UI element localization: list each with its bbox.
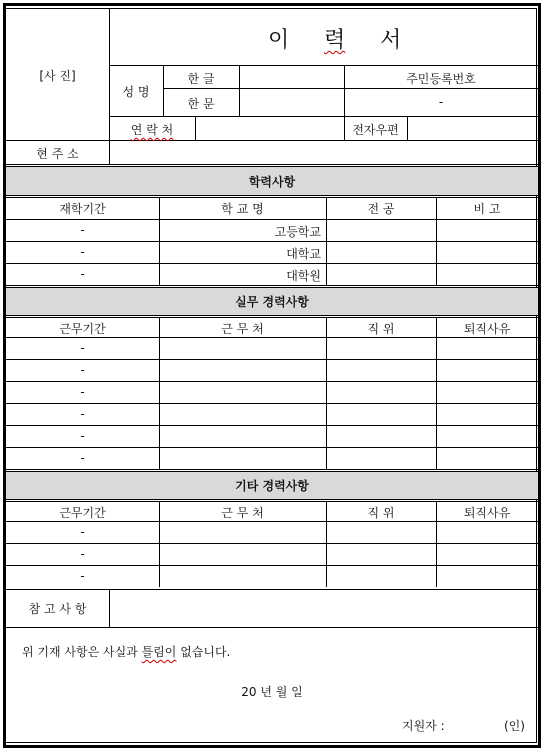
education-col-header: 재학기간 — [59, 202, 106, 216]
title-char-3: 서 — [380, 28, 402, 53]
hanja-label: 한 문 — [187, 97, 215, 111]
email-label: 전자우편 — [352, 123, 399, 137]
seal-label: (인) — [504, 719, 525, 733]
other-career-table — [6, 501, 538, 589]
hangul-label: 한 글 — [187, 72, 215, 86]
other-career-col-header: 직 위 — [367, 506, 395, 520]
period-cell[interactable]: - — [80, 341, 85, 355]
other-career-col-header: 근 무 처 — [221, 506, 264, 520]
career-col-header: 근 무 처 — [221, 322, 264, 336]
period-cell[interactable]: - — [80, 385, 85, 399]
notes-field[interactable] — [110, 590, 538, 627]
rrn-value[interactable]: - — [438, 95, 444, 109]
date-line: 20 년 월 일 — [241, 685, 303, 699]
notes-label: 참 고 사 항 — [28, 602, 87, 616]
period-cell[interactable]: - — [80, 525, 85, 539]
name-hanja-field[interactable] — [240, 89, 344, 116]
address-label: 현 주 소 — [36, 147, 79, 161]
other-career-title: 기타 경력사항 — [235, 479, 309, 493]
school-cell[interactable]: 대학교 — [286, 247, 321, 261]
other-career-col-header: 근무기간 — [59, 506, 106, 520]
education-col-header: 비 고 — [473, 202, 501, 216]
career-title: 실무 경력사항 — [235, 295, 309, 309]
other-career-col-header: 퇴직사유 — [463, 506, 511, 520]
contact-field[interactable] — [196, 117, 344, 140]
photo-placeholder: [사 진] — [39, 69, 76, 83]
period-cell[interactable]: - — [80, 245, 85, 259]
rrn-label: 주민등록번호 — [406, 72, 476, 86]
career-table — [6, 317, 538, 469]
education-col-header: 전 공 — [367, 202, 395, 216]
period-cell[interactable]: - — [80, 363, 85, 377]
education-title: 학력사항 — [248, 175, 296, 189]
period-cell[interactable]: - — [80, 569, 85, 583]
period-cell[interactable]: - — [80, 223, 85, 237]
title-char-2: 력 — [324, 28, 346, 53]
title-char-1: 이 — [268, 28, 290, 53]
career-col-header: 퇴직사유 — [463, 322, 511, 336]
period-cell[interactable]: - — [80, 267, 85, 281]
name-label: 성 명 — [122, 85, 150, 99]
school-cell[interactable]: 대학원 — [286, 269, 321, 283]
education-table — [6, 197, 538, 285]
name-hangul-field[interactable] — [240, 66, 344, 88]
declaration-text: 위 기재 사항은 사실과 틀림이 없습니다. — [22, 645, 231, 659]
career-col-header: 직 위 — [367, 322, 395, 336]
resume-form — [5, 8, 537, 743]
address-field[interactable] — [110, 141, 538, 164]
career-col-header: 근무기간 — [59, 322, 106, 336]
school-cell[interactable]: 고등학교 — [274, 225, 321, 239]
education-col-header: 학 교 명 — [221, 202, 264, 216]
period-cell[interactable]: - — [80, 429, 85, 443]
applicant-name-field[interactable] — [456, 713, 502, 733]
period-cell[interactable]: - — [80, 451, 85, 465]
period-cell[interactable]: - — [80, 547, 85, 561]
applicant-label: 지원자 : — [402, 719, 445, 733]
contact-label: 연 락 처 — [130, 123, 174, 137]
period-cell[interactable]: - — [80, 407, 85, 421]
email-field[interactable] — [408, 117, 538, 140]
